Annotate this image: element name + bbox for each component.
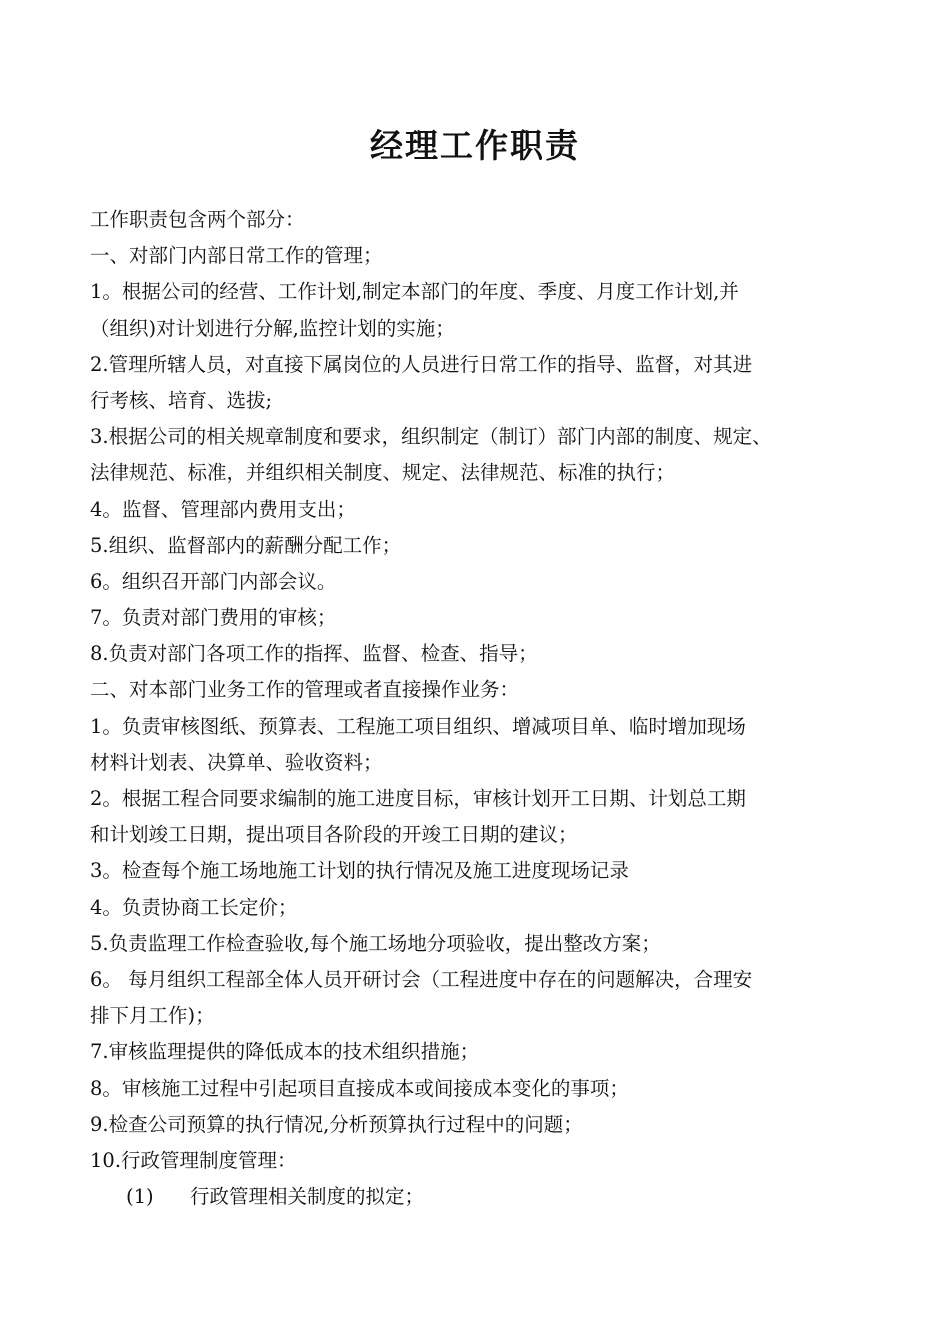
sub-item-text: 行政管理相关制度的拟定； <box>190 1185 425 1209</box>
text-line: 1。负责审核图纸、预算表、工程施工项目组织、增减项目单、临时增加现场 <box>90 714 746 738</box>
text-line: 材料计划表、决算单、验收资料； <box>90 750 383 774</box>
text-line: 工作职责包含两个部分： <box>90 208 305 231</box>
text-line: 行考核、培育、选拔; <box>90 388 273 412</box>
text-line: 和计划竣工日期，提出项目各阶段的开竣工日期的建议； <box>90 823 578 847</box>
text-line: 9.检查公司预算的执行情况,分析预算执行过程中的问题； <box>90 1112 583 1136</box>
text-line: 7.审核监理提供的降低成本的技术组织措施； <box>90 1040 480 1064</box>
sub-list-item <box>90 1179 880 1215</box>
text-line: 7。负责对部门费用的审核； <box>90 606 337 630</box>
text-line: 5.负责监理工作检查验收,每个施工场地分项验收，提出整改方案； <box>90 931 661 955</box>
document-body <box>90 202 880 1215</box>
text-line: 6。 每月组织工程部全体人员开研讨会（工程进度中存在的问题解决，合理安 <box>90 967 753 991</box>
text-line: 3。检查每个施工场地施工计划的执行情况及施工进度现场记录 <box>90 859 629 883</box>
text-line: 2.管理所辖人员，对直接下属岗位的人员进行日常工作的指导、监督，对其进 <box>90 352 753 376</box>
text-line: 2。根据工程合同要求编制的施工进度目标，审核计划开工日期、计划总工期 <box>90 787 746 810</box>
text-line: （组织)对计划进行分解,监控计划的实施； <box>90 316 455 340</box>
text-line: 3.根据公司的相关规章制度和要求，组织制定（制订）部门内部的制度、规定、 <box>90 425 772 449</box>
section-heading: 一、对部门内部日常工作的管理； <box>90 244 383 268</box>
text-line: 10.行政管理制度管理： <box>90 1148 297 1172</box>
text-line: 4。负责协商工长定价； <box>90 895 298 919</box>
text-line: 法律规范、标准，并组织相关制度、规定、法律规范、标准的执行； <box>90 461 676 485</box>
text-line: 8.负责对部门各项工作的指挥、监督、检查、指导； <box>90 642 538 666</box>
text-line: 8。审核施工过程中引起项目直接成本或间接成本变化的事项； <box>90 1076 629 1100</box>
text-line: 排下月工作)； <box>90 1004 215 1028</box>
text-line: 6。组织召开部门内部会议。 <box>90 569 337 593</box>
text-line: 5.组织、监督部内的薪酬分配工作； <box>90 533 402 557</box>
section-heading: 二、对本部门业务工作的管理或者直接操作业务： <box>90 678 520 702</box>
text-line: 4。监督、管理部内费用支出； <box>90 497 356 521</box>
text-line: 1。根据公司的经营、工作计划,制定本部门的年度、季度、月度工作计划,并 <box>90 280 739 304</box>
page-title: 经理工作职责 <box>370 126 580 165</box>
sub-item-number: (1) <box>126 1185 154 1209</box>
